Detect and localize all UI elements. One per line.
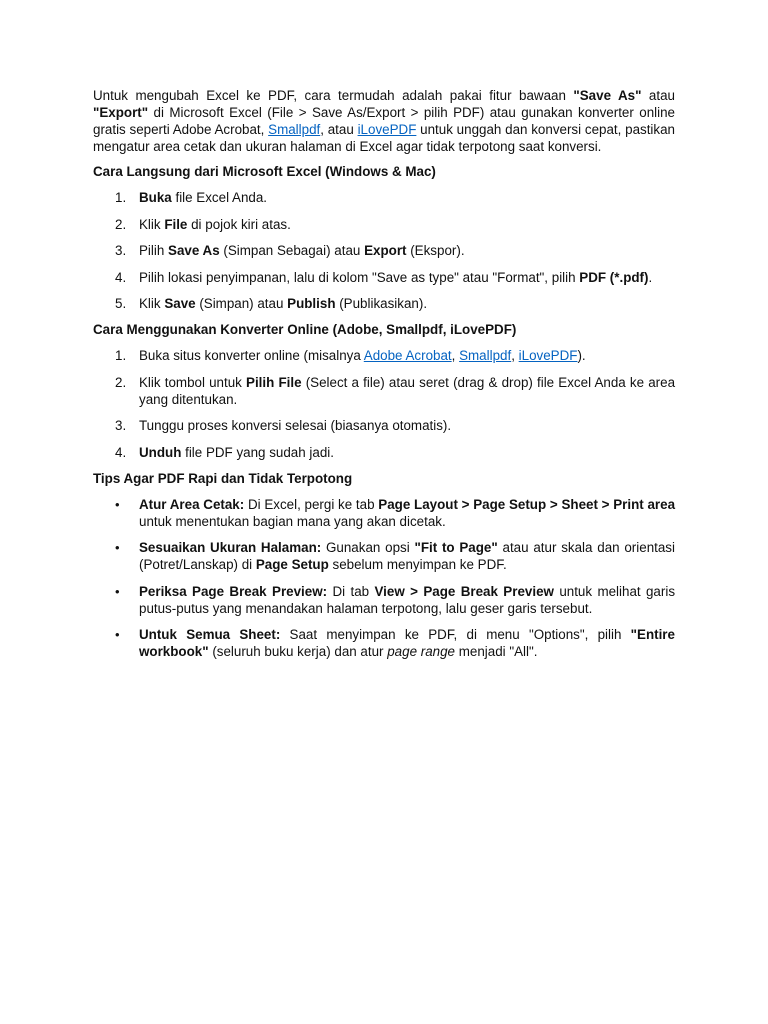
section1-list	[93, 189, 675, 312]
smallpdf-link[interactable]: Smallpdf	[268, 122, 321, 137]
ilovepdf-link[interactable]: iLovePDF	[518, 348, 578, 363]
bold-text: "Fit to Page"	[414, 540, 498, 555]
intro-text: untuk unggah dan konversi cepat, pastikan mengatur area cetak dan ukuran halaman di Excel agar tidak terpotong saat konversi.	[93, 122, 675, 154]
intro-paragraph	[93, 87, 675, 155]
item-text: (seluruh buku kerja) dan atur	[208, 644, 388, 659]
item-text: .	[648, 269, 653, 285]
bullet-icon: •	[115, 496, 120, 512]
italic-text: page range	[387, 644, 455, 659]
item-text: Pilih lokasi penyimpanan, lalu di kolom "Save as type" atau "Format", pilih	[139, 269, 580, 285]
item-text: (Ekspor).	[406, 243, 465, 258]
bullet-icon: •	[115, 627, 120, 642]
item-text: file PDF yang sudah jadi.	[181, 444, 334, 460]
section1-heading: Cara Langsung dari Microsoft Excel (Windows & Mac)	[93, 164, 436, 179]
item-text: menjadi "All".	[455, 644, 538, 659]
bold-text: Page Layout > Page Setup > Sheet > Print area	[378, 496, 676, 512]
item-text: Buka situs konverter online (misalnya	[139, 348, 364, 363]
bold-text: Unduh	[139, 444, 182, 460]
list-item	[93, 374, 675, 408]
bold-text: Atur Area Cetak:	[139, 496, 245, 512]
list-item	[93, 417, 675, 434]
list-item	[93, 583, 675, 617]
bold-text: Untuk Semua Sheet:	[139, 627, 281, 642]
item-text: Saat menyimpan ke PDF, di menu "Options", pilih	[280, 627, 631, 642]
item-text: Tunggu proses konversi selesai (biasanya otomatis).	[139, 418, 452, 433]
item-text: sebelum menyimpan ke PDF.	[328, 557, 507, 572]
bold-text: Publish	[287, 296, 336, 311]
list-item	[93, 626, 675, 660]
item-text: ).	[577, 348, 586, 363]
list-item	[93, 347, 675, 364]
item-text: ,	[451, 348, 460, 363]
list-item	[93, 216, 675, 233]
item-text: untuk menentukan bagian mana yang akan dicetak.	[139, 513, 446, 529]
list-number: 3.	[115, 418, 127, 433]
intro-text: Untuk mengubah Excel ke PDF, cara termudah adalah pakai fitur bawaan	[93, 88, 574, 103]
bold-text: Export	[364, 243, 407, 258]
ilovepdf-link[interactable]: iLovePDF	[357, 122, 417, 137]
bold-text: File	[164, 216, 188, 232]
intro-text: , atau	[320, 122, 358, 137]
bold-text: Periksa Page Break Preview:	[139, 583, 328, 599]
list-number: 2.	[115, 374, 127, 390]
item-text: Klik	[139, 296, 165, 311]
item-text: Gunakan opsi	[321, 540, 415, 555]
list-item	[93, 269, 675, 286]
list-number: 1.	[115, 190, 127, 205]
bold-text: Page Setup	[255, 557, 329, 572]
adobe-acrobat-link[interactable]: Adobe Acrobat	[363, 348, 452, 363]
smallpdf-link[interactable]: Smallpdf	[459, 348, 512, 363]
item-text: Di Excel, pergi ke tab	[244, 496, 379, 512]
document-content	[93, 87, 675, 669]
list-number: 5.	[115, 296, 127, 311]
list-number: 4.	[115, 444, 127, 460]
item-text: Pilih	[139, 243, 169, 258]
list-item	[93, 189, 675, 206]
bold-text: Save As	[168, 243, 220, 258]
bullet-icon: •	[115, 540, 120, 555]
list-number: 4.	[115, 269, 127, 285]
list-item	[93, 444, 675, 461]
list-number: 3.	[115, 243, 127, 258]
bold-text: "Entire workbook"	[139, 627, 675, 659]
item-text: atau atur skala dan orientasi (Potret/Lanskap) di	[139, 540, 675, 572]
item-text: (Select a file) atau seret (drag & drop) file Excel Anda ke area yang ditentukan.	[139, 374, 676, 407]
item-text: di pojok kiri atas.	[187, 216, 291, 232]
item-text: Di tab	[327, 583, 375, 599]
intro-bold-save-as: "Save As"	[573, 88, 642, 103]
bold-text: Pilih File	[246, 374, 302, 390]
item-text: Klik	[139, 216, 165, 232]
list-item	[93, 242, 675, 259]
bold-text: Save	[164, 296, 196, 311]
bullet-icon: •	[115, 583, 120, 599]
section2-list	[93, 347, 675, 461]
intro-text: di Microsoft Excel (File > Save As/Export > pilih PDF) atau gunakan konverter online gratis seperti Adobe Acrobat,	[93, 105, 675, 137]
item-text: untuk melihat garis putus-putus yang menandakan halaman terpotong, lalu geser garis tersebut.	[139, 583, 676, 616]
section3-list	[93, 496, 675, 661]
section2-heading: Cara Menggunakan Konverter Online (Adobe, Smallpdf, iLovePDF)	[93, 322, 517, 337]
list-number: 1.	[115, 348, 127, 363]
section3-heading: Tips Agar PDF Rapi dan Tidak Terpotong	[93, 470, 353, 486]
bold-text: View > Page Break Preview	[374, 583, 554, 599]
item-text: (Simpan Sebagai) atau	[219, 243, 365, 258]
bold-text: Buka	[139, 190, 172, 205]
list-item	[93, 295, 675, 312]
list-item	[93, 539, 675, 573]
intro-bold-export: "Export"	[93, 105, 149, 120]
item-text: file Excel Anda.	[171, 190, 268, 205]
list-number: 2.	[115, 216, 127, 232]
intro-text: atau	[641, 88, 675, 103]
item-text: ,	[511, 348, 519, 363]
item-text: Klik tombol untuk	[139, 374, 247, 390]
bold-text: Sesuaikan Ukuran Halaman:	[139, 540, 322, 555]
item-text: (Publikasikan).	[335, 296, 428, 311]
item-text: (Simpan) atau	[195, 296, 288, 311]
bold-text: PDF (*.pdf)	[579, 269, 649, 285]
list-item	[93, 496, 675, 530]
